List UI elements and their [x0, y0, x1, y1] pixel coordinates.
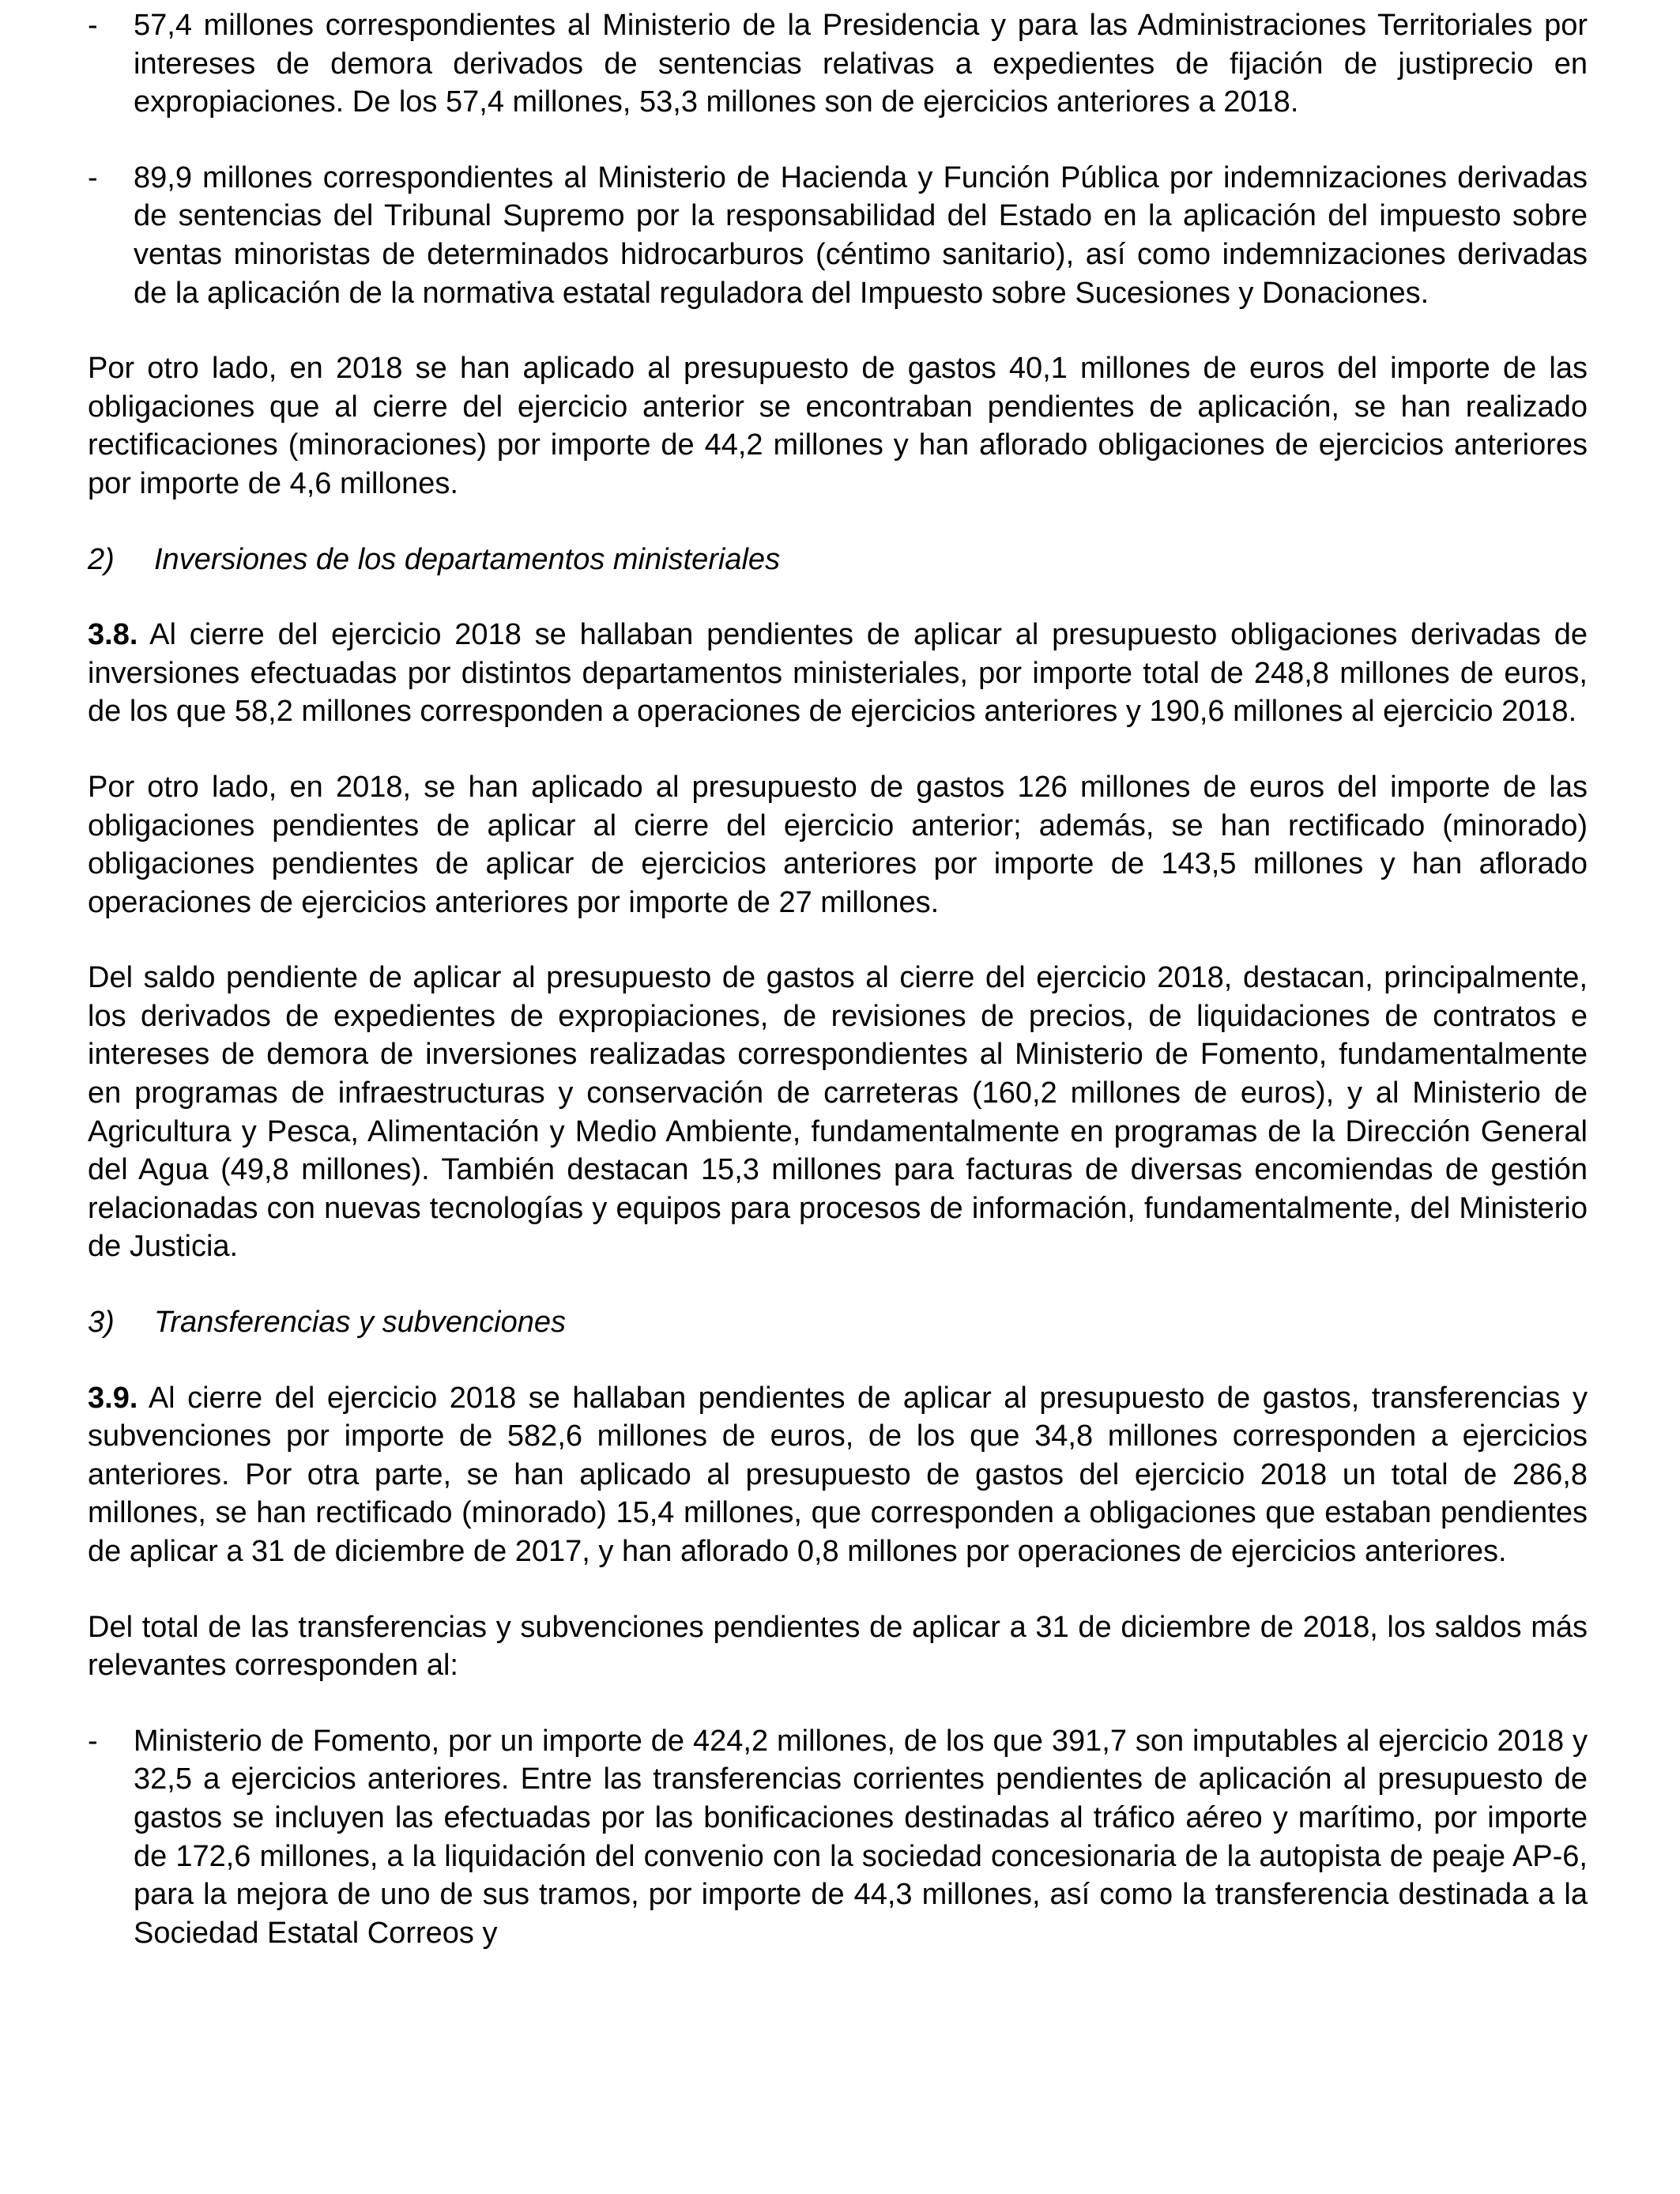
numbered-paragraph: [88, 1379, 1588, 1571]
paragraph: Por otro lado, en 2018 se han aplicado al presupuesto de gastos 40,1 millones de euros del importe de las obligaciones que al cierre del ejercicio anterior se encontraban pendientes de aplicación, se han realizado rectificaciones (minoraciones) por importe de 44,2 millones y han aflorado obligaciones de ejercicios anteriores por importe de 4,6 millones.: [88, 352, 1588, 500]
bullet-dash: -: [88, 1724, 98, 1758]
list-item-text: Ministerio de Fomento, por un importe de 424,2 millones, de los que 391,7 son imputables al ejercicio 2018 y 32,5 a ejercicios anteriores. Entre las transferencias corrientes pendientes de aplicación al presupuesto de gastos se incluyen las efectuadas por las bonificaciones destinadas al tráfico aéreo y marítimo, por importe de 172,6 millones, a la liquidación del convenio con la sociedad concesionaria de la autopista de peaje AP-6, para la mejora de uno de sus tramos, por importe de 44,3 millones, así como la transferencia destinada a la Sociedad Estatal Correos y: [134, 1724, 1588, 1950]
list-item-text: 57,4 millones correspondientes al Ministerio de la Presidencia y para las Administraciones Territoriales por intereses de demora derivados de sentencias relativas a expedientes de fijación de justiprecio en expropiaciones. De los 57,4 millones, 53,3 millones son de ejercicios anteriores a 2018.: [134, 9, 1588, 119]
section-number: 2): [88, 542, 115, 576]
bullet-dash: -: [88, 9, 98, 42]
list-item: [88, 6, 1588, 122]
document-page: [88, 6, 1588, 1952]
paragraph-number: 3.9.: [88, 1381, 138, 1415]
section-title: Transferencias y subvenciones: [154, 1306, 566, 1340]
paragraph-number: 3.8.: [88, 618, 138, 652]
numbered-paragraph: [88, 616, 1588, 731]
paragraph-text: Al cierre del ejercicio 2018 se hallaban pendientes de aplicar al presupuesto de gastos, transferencias y subvenciones por importe de 582,6 millones de euros, de los que 34,8 millones corresponden a ejercicios anteriores. Por otra parte, se han aplicado al presupuesto de gastos del ejercicio 2018 un total de 286,8 millones, se han rectificado (minorado) 15,4 millones, que corresponden a obligaciones que estaban pendientes de aplicar a 31 de diciembre de 2017, y han aflorado 0,8 millones por operaciones de ejercicios anteriores.: [88, 1381, 1588, 1568]
list-item: [88, 159, 1588, 312]
paragraph: Por otro lado, en 2018, se han aplicado al presupuesto de gastos 126 millones de euros del importe de las obligaciones pendientes de aplicar al cierre del ejercicio anterior; además, se han rectificado (minorado) obligaciones pendientes de aplicar de ejercicios anteriores por importe de 143,5 millones y han aflorado operaciones de ejercicios anteriores por importe de 27 millones.: [88, 770, 1588, 919]
paragraph: Del saldo pendiente de aplicar al presupuesto de gastos al cierre del ejercicio 2018, destacan, principalmente, los derivados de expedientes de expropiaciones, de revisiones de precios, de liquidaciones de contratos e intereses de demora de inversiones realizadas correspondientes al Ministerio de Fomento, fundamentalmente en programas de infraestructuras y conservación de carreteras (160,2 millones de euros), y al Ministerio de Agricultura y Pesca, Alimentación y Medio Ambiente, fundamentalmente en programas de la Dirección General del Agua (49,8 millones). También destacan 15,3 millones para facturas de diversas encomiendas de gestión relacionadas con nuevas tecnologías y equipos para procesos de información, fundamentalmente, del Ministerio de Justicia.: [88, 961, 1588, 1264]
list-item: [88, 1722, 1588, 1953]
list-item-text: 89,9 millones correspondientes al Ministerio de Hacienda y Función Pública por indemnizaciones derivadas de sentencias del Tribunal Supremo por la responsabilidad del Estado en la aplicación del impuesto sobre ventas minoristas de determinados hidrocarburos (céntimo sanitario), así como indemnizaciones derivadas de la aplicación de la normativa estatal reguladora del Impuesto sobre Sucesiones y Donaciones.: [134, 160, 1588, 310]
paragraph-text: Al cierre del ejercicio 2018 se hallaban pendientes de aplicar al presupuesto obligaciones derivadas de inversiones efectuadas por distintos departamentos ministeriales, por importe total de 248,8 millones de euros, de los que 58,2 millones corresponden a operaciones de ejercicios anteriores y 190,6 millones al ejercicio 2018.: [88, 618, 1588, 729]
section-heading: [88, 541, 1588, 579]
section-number: 3): [88, 1306, 115, 1340]
paragraph: Del total de las transferencias y subvenciones pendientes de aplicar a 31 de diciembre de 2018, los saldos más relevantes corresponden al:: [88, 1610, 1588, 1683]
section-heading: [88, 1303, 1588, 1342]
bullet-dash: -: [88, 160, 98, 194]
section-title: Inversiones de los departamentos ministeriales: [154, 542, 781, 576]
